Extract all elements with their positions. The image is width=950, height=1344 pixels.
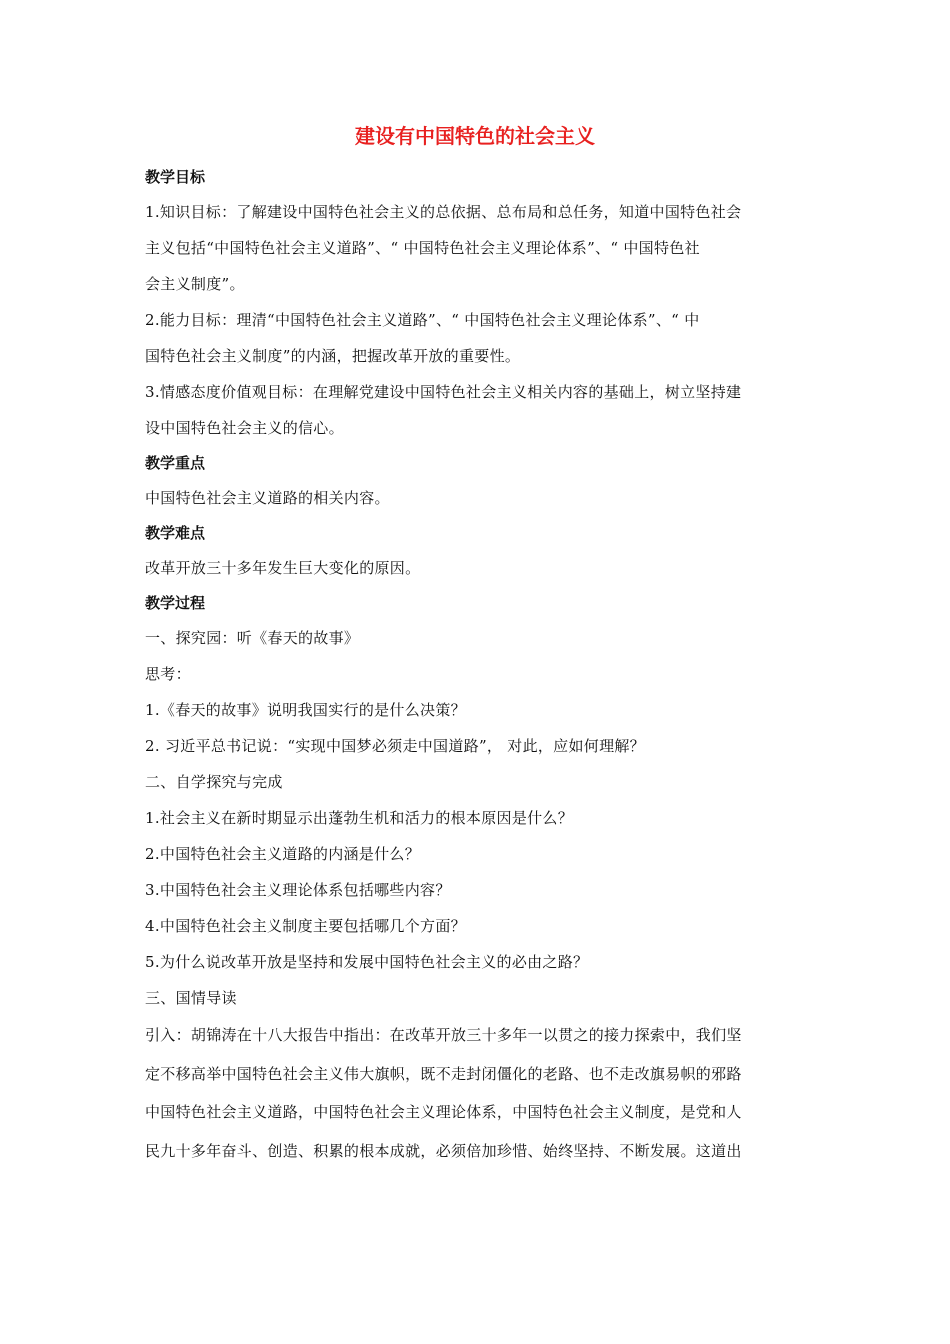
intro-line: 定不移高举中国特色社会主义伟大旗帜，既不走封闭僵化的老路、也不走改旗易帜的邪路 [145, 1064, 742, 1083]
document-title: 建设有中国特色的社会主义 [355, 124, 595, 148]
objective-3-line-2: 设中国特色社会主义的信心。 [145, 419, 344, 437]
document-body [145, 160, 810, 1170]
heading-difficult-points: 教学难点 [145, 524, 206, 542]
key-points-text: 中国特色社会主义道路的相关内容。 [145, 489, 390, 507]
process-line: 三、国情导读 [145, 989, 237, 1007]
process-line: 3.中国特色社会主义理论体系包括哪些内容？ [145, 881, 451, 899]
process-line: 1.《春天的故事》说明我国实行的是什么决策？ [145, 701, 466, 719]
heading-teaching-process: 教学过程 [145, 594, 206, 612]
process-line: 思考： [145, 665, 191, 683]
process-line: 5.为什么说改革开放是坚持和发展中国特色社会主义的必由之路？ [145, 953, 589, 971]
process-line: 4.中国特色社会主义制度主要包括哪几个方面？ [145, 917, 466, 935]
objective-1-line-3: 会主义制度”。 [145, 275, 245, 293]
heading-key-points: 教学重点 [145, 454, 206, 472]
difficult-points-text: 改革开放三十多年发生巨大变化的原因。 [145, 559, 421, 577]
objective-2-line-1: 2.能力目标：理清“中国特色社会主义道路”、“ 中国特色社会主义理论体系”、“ 中 [145, 311, 700, 329]
heading-objectives: 教学目标 [145, 168, 206, 186]
objective-1-line-2: 主义包括“中国特色社会主义道路”、“ 中国特色社会主义理论体系”、“ 中国特色社 [145, 239, 700, 257]
objective-3-line-1: 3.情感态度价值观目标：在理解党建设中国特色社会主义相关内容的基础上，树立坚持建 [145, 383, 742, 401]
process-line: 1.社会主义在新时期显示出蓬勃生机和活力的根本原因是什么？ [145, 809, 574, 827]
objective-2-line-2: 国特色社会主义制度”的内涵，把握改革开放的重要性。 [145, 347, 521, 365]
intro-line: 民九十多年奋斗、创造、积累的根本成就，必须倍加珍惜、始终坚持、不断发展。这道出 [145, 1141, 742, 1160]
intro-line: 中国特色社会主义道路，中国特色社会主义理论体系，中国特色社会主义制度，是党和人 [145, 1103, 742, 1121]
process-line: 2. 习近平总书记说：“实现中国梦必须走中国道路”， 对此，应如何理解？ [145, 737, 645, 755]
process-line: 二、自学探究与完成 [145, 773, 283, 791]
objective-1-line-1: 1.知识目标：了解建设中国特色社会主义的总依据、总布局和总任务，知道中国特色社会 [145, 203, 742, 221]
process-line: 2.中国特色社会主义道路的内涵是什么？ [145, 845, 421, 863]
process-line: 一、探究园：听《春天的故事》 [145, 629, 360, 647]
intro-line: 引入：胡锦涛在十八大报告中指出：在改革开放三十多年一以贯之的接力探索中，我们坚 [145, 1026, 742, 1044]
